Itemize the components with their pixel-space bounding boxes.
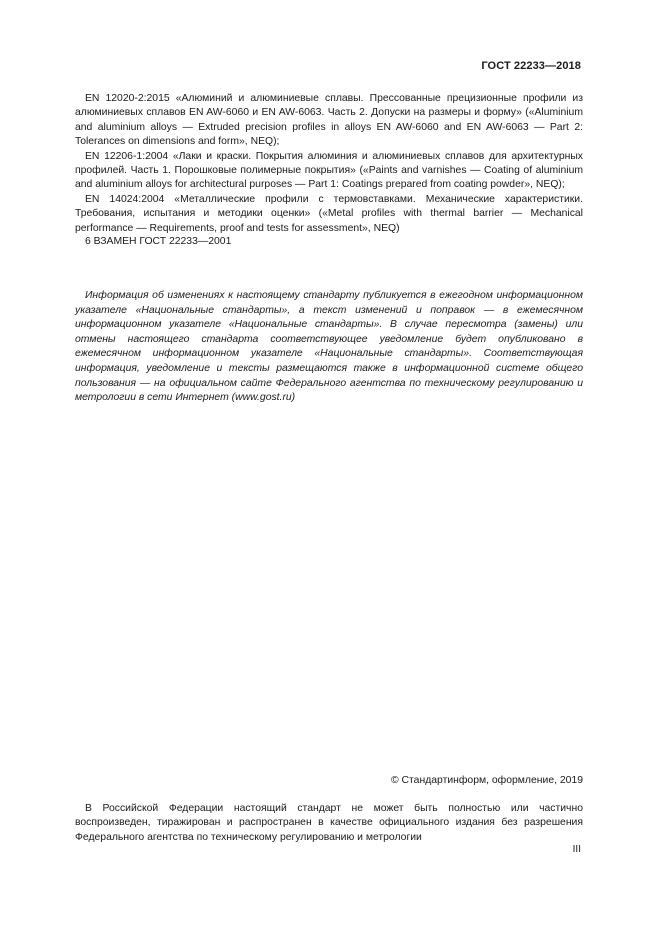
rights-notice: В Российской Федерации настоящий стандарт не может быть полностью или частично воспроизведен, тиражирован и распространен в качестве официального издания без разрешения Федерального агентства по техническому регулированию и метрологии (75, 803, 583, 843)
page-number: III (572, 844, 581, 855)
replaces-statement: 6 ВЗАМЕН ГОСТ 22233—2001 (85, 236, 232, 247)
reference-item: EN 12206-1:2004 «Лаки и краски. Покрытия алюминия и алюминиевых сплавов для архитектурных профилей. Часть 1. Порошковые полимерные покрытия» («Paints and varnishes — Coating of aluminium and aluminium alloys for architectural purposes — Part 1: Coatings prepared from coating powder», NEQ); (75, 150, 583, 191)
reference-item: EN 12020-2:2015 «Алюминий и алюминиевые сплавы. Прессованные прецизионные профили из алюминиевых сплавов EN AW-6060 и EN AW-6063. Часть 2. Допуски на размеры и форму» («Aluminium and aluminium alloys — Extruded precision profiles in alloys EN AW-6060 and EN AW-6063 — Part 2: Tolerances on dimensions and form», NEQ); (75, 93, 583, 148)
copyright-line: © Стандартинформ, оформление, 2019 (390, 775, 583, 786)
info-notice: Информация об изменениях к настоящему стандарту публикуется в ежегодном информационном указателе «Национальные стандарты», а текст изменений и поправок — в ежемесячном информационном указателе «Национальные стандарты». В случае пересмотра (замены) или отмены настоящего стандарта соответствующее уведомление будет опубликовано в ежемесячном информационном указателе «Национальные стандарты». Соответствующая информация, уведомление и тексты размещаются также в информационной системе общего пользования — на официальном сайте Федерального агентства по техническому регулированию и метрологии в сети Интернет (www.gost.ru) (75, 290, 583, 404)
standard-code-header: ГОСТ 22233—2018 (481, 60, 581, 72)
reference-item: EN 14024:2004 «Металлические профили с термовставками. Механические характеристики. Требования, испытания и методики оценки» («Metal profiles with thermal barrier — Mechanical performance — Requirements, proof and tests for assessment», NEQ) (75, 193, 583, 234)
references-list (75, 92, 583, 236)
